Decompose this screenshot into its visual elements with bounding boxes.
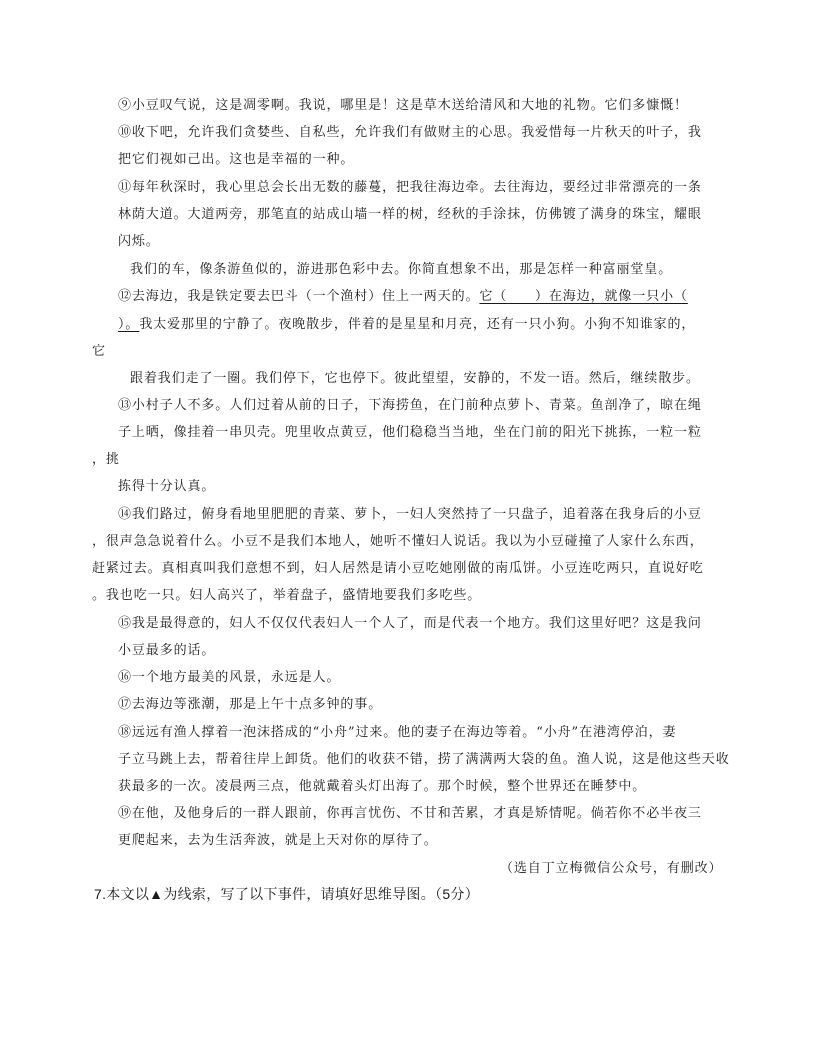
paragraph-12-line-1 — [118, 289, 688, 305]
source-note: （选自丁立梅微信公众号，有删改） — [500, 861, 723, 876]
paragraph-14-line-2: ，很声急急说着什么。小豆不是我们本地人，她听不懂妇人说话。我以为小豆碰撞了人家什么东西， — [92, 534, 704, 549]
paragraph-12-fill-blank: 它（ ）在海边，就像一只小（ — [479, 289, 688, 304]
paragraph-19-line-1: ⑲在他，及他身后的一群人跟前，你再言忧伤、不甘和苦累，才真是矫情呢。倘若你不必半夜三 — [118, 806, 702, 821]
paragraph-13-line-2: 子上晒，像挂着一串贝壳。兜里收点黄豆，他们稳稳当当地，坐在门前的阳光下挑拣，一粒一粒 — [118, 425, 702, 440]
paragraph-12-line-3: 它 — [92, 344, 106, 359]
paragraph-13-line-4: 拣得十分认真。 — [118, 479, 216, 494]
paragraph-14-line-4: 。我也吃一只。妇人高兴了，举着盘子，盛情地要我们多吃些。 — [92, 588, 482, 603]
paragraph-12-line-4: 跟着我们走了一圈。我们停下，它也停下。彼此望望，安静的，不发一语。然后，继续散步。 — [130, 371, 700, 386]
paragraph-12-line-2 — [118, 317, 695, 333]
paragraph-11b: 我们的车，像条游鱼似的，游进那色彩中去。你简直想象不出，那是怎样一种富丽堂皇。 — [130, 262, 673, 277]
paragraph-13-line-3: ，挑 — [92, 452, 120, 467]
paragraph-9: ⑨小豆叹气说，这是凋零啊。我说，哪里是！这是草木送给清风和大地的礼物。它们多慷慨！ — [118, 98, 688, 113]
paragraph-18-line-2: 子立马跳上去，帮着往岸上卸货。他们的收获不错，捞了满满两大袋的鱼。渔人说，这是他这些天收 — [118, 752, 730, 767]
paragraph-18-line-1: ⑱远远有渔人撑着一泡沫搭成的“小舟”过来。他的妻子在海边等着。“小舟”在港湾停泊，妻 — [118, 725, 677, 740]
paragraph-17: ⑰去海边等涨潮，那是上午十点多钟的事。 — [118, 697, 383, 712]
paragraph-11-line-3: 闪烁。 — [118, 234, 160, 249]
paragraph-15-line-2: 小豆最多的话。 — [118, 643, 216, 658]
paragraph-12-text-2: 我太爱那里的宁静了。夜晚散步，伴着的是星星和月亮，还有一只小狗。小狗不知谁家的， — [139, 317, 696, 332]
paragraph-10-line-2: 把它们视如己出。这也是幸福的一种。 — [118, 152, 355, 167]
paragraph-10-line-1: ⑩收下吧，允许我们贪婪些、自私些，允许我们有做财主的心思。我爱惜每一片秋天的叶子，我 — [118, 125, 702, 140]
paragraph-16: ⑯一个地方最美的风景，永远是人。 — [118, 670, 341, 685]
paragraph-13-line-1: ⑬小村子人不多。人们过着从前的日子，下海捞鱼，在门前种点萝卜、青菜。鱼剖净了，晾在绳 — [118, 398, 702, 413]
paragraph-11-line-1: ⑪每年秋深时，我心里总会长出无数的藤蔓，把我往海边牵。去往海边，要经过非常漂亮的一条 — [118, 180, 702, 195]
paragraph-14-line-3: 赶紧过去。真相真叫我们意想不到，妇人居然是请小豆吃她刚做的南瓜饼。小豆连吃两只，直说好吃 — [92, 561, 704, 576]
question-7: 7.本文以▲为线索，写了以下事件，请填好思维导图。（5分） — [94, 886, 480, 902]
paragraph-12-fill-blank-end: ）。 — [118, 317, 140, 332]
paragraph-18-line-3: 获最多的一次。凌晨两三点，他就戴着头灯出海了。那个时候，整个世界还在睡梦中。 — [118, 779, 647, 794]
paragraph-19-line-2: 更爬起来，去为生活奔波，就是上天对你的厚待了。 — [118, 833, 438, 848]
paragraph-15-line-1: ⑮我是最得意的，妇人不仅仅代表妇人一个人了，而是代表一个地方。我们这里好吧？这是我问 — [118, 616, 702, 631]
paragraph-12-text: ⑫去海边，我是铁定要去巴斗（一个渔村）住上一两天的。 — [118, 289, 480, 304]
paragraph-11-line-2: 林荫大道。大道两旁，那笔直的站成山墙一样的树，经秋的手涂抹，仿佛镀了满身的珠宝，耀眼 — [118, 207, 702, 222]
paragraph-14-line-1: ⑭我们路过，俯身看地里肥肥的青菜、萝卜，一妇人突然持了一只盘子，追着落在我身后的小豆 — [118, 507, 702, 522]
